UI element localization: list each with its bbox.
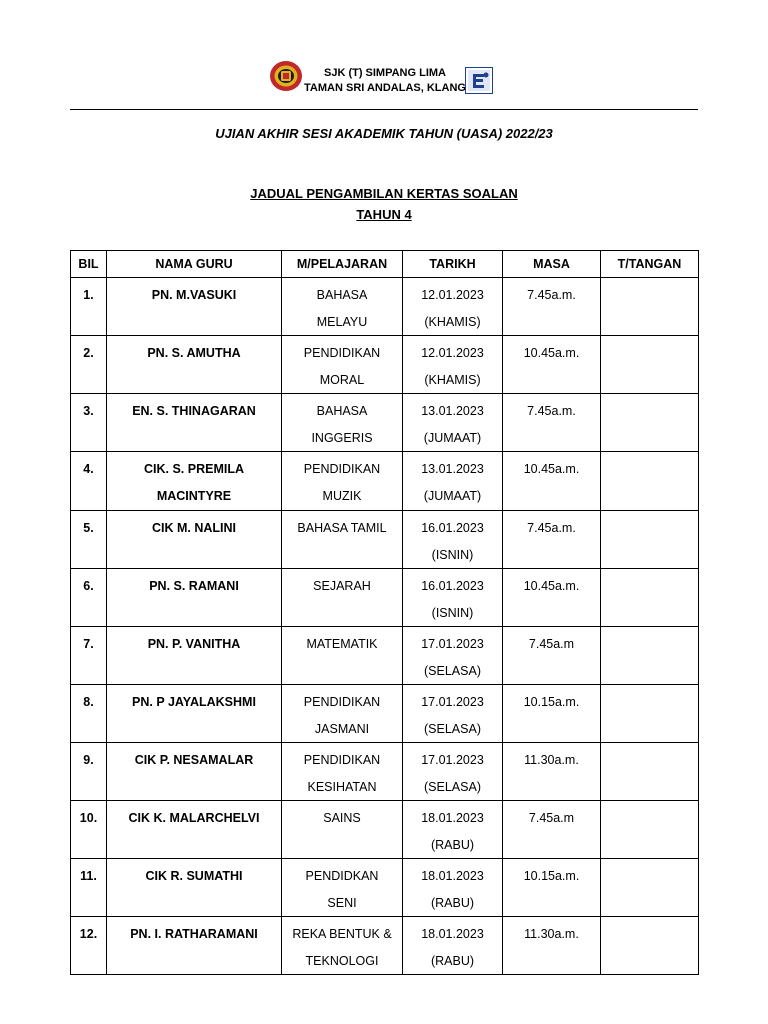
- cell-bil: [71, 569, 107, 627]
- cell-nama-guru-line: CIK K. MALARCHELVI: [128, 811, 260, 825]
- cell-masa-text: 10.45a.m.: [523, 346, 580, 360]
- cell-nama-guru-line: CIK. S. PREMILA: [143, 462, 244, 476]
- cell-bil-text: 10.: [79, 811, 98, 825]
- cell-nama-guru-line: PN. M.VASUKI: [151, 288, 237, 302]
- cell-nama-guru-line: PN. S. RAMANI: [149, 579, 239, 593]
- cell-tandatangan: [601, 336, 699, 394]
- exam-title: UJIAN AKHIR SESI AKADEMIK TAHUN (UASA) 2022/23: [215, 126, 553, 141]
- cell-subjek-line: JASMANI: [314, 721, 370, 736]
- cell-tarikh: [403, 511, 503, 569]
- cell-subjek: [282, 685, 403, 743]
- cell-subjek-line: SENI: [327, 895, 357, 910]
- cell-subjek: [282, 511, 403, 569]
- cell-tarikh-line: 13.01.2023: [421, 462, 484, 476]
- table-row: [71, 743, 699, 801]
- cell-subjek: [282, 801, 403, 859]
- cell-masa-text: 11.30a.m.: [524, 753, 579, 767]
- cell-tarikh: [403, 685, 503, 743]
- cell-subjek-line: SEJARAH: [313, 579, 371, 593]
- cell-bil-text: 1.: [83, 288, 94, 302]
- cell-masa: [503, 452, 601, 511]
- cell-nama-guru: [107, 569, 282, 627]
- cell-tarikh: [403, 278, 503, 336]
- cell-bil-text: 9.: [83, 753, 94, 767]
- col-header-bil: BIL: [71, 251, 107, 278]
- cell-tarikh: [403, 801, 503, 859]
- cell-bil: [71, 859, 107, 917]
- cell-bil-text: 3.: [83, 404, 94, 418]
- cell-subjek-line: PENDIDIKAN: [303, 753, 381, 767]
- cell-bil: [71, 685, 107, 743]
- cell-tandatangan: [601, 452, 699, 511]
- cell-masa: [503, 569, 601, 627]
- cell-tarikh-line: (JUMAAT): [423, 488, 482, 503]
- cell-nama-guru-line: PN. S. AMUTHA: [147, 346, 241, 360]
- cell-nama-guru-line: CIK M. NALINI: [151, 521, 237, 535]
- cell-bil-text: 4.: [83, 462, 94, 476]
- table-row: [71, 452, 699, 511]
- table-row: [71, 278, 699, 336]
- cell-subjek-line: INGGERIS: [311, 430, 373, 445]
- cell-tarikh: [403, 394, 503, 452]
- cell-tarikh-line: (SELASA): [424, 779, 481, 794]
- cell-tarikh-line: 12.01.2023: [421, 288, 484, 302]
- cell-subjek-line: BAHASA TAMIL: [297, 521, 387, 535]
- cell-tandatangan: [601, 801, 699, 859]
- cell-masa-text: 7.45a.m.: [527, 521, 576, 535]
- letterhead: [0, 60, 768, 100]
- cell-masa: [503, 511, 601, 569]
- cell-bil-text: 8.: [83, 695, 94, 709]
- cell-tarikh: [403, 859, 503, 917]
- cell-tandatangan: [601, 569, 699, 627]
- school-identity: [300, 66, 470, 96]
- cell-subjek-line: REKA BENTUK &: [292, 927, 392, 941]
- cell-tandatangan: [601, 511, 699, 569]
- cell-bil-text: 6.: [83, 579, 94, 593]
- cell-tarikh-line: 17.01.2023: [421, 637, 484, 651]
- cell-tarikh: [403, 452, 503, 511]
- cell-tarikh-line: (RABU): [430, 953, 475, 968]
- cell-nama-guru: [107, 452, 282, 511]
- school-address: TAMAN SRI ANDALAS, KLANG: [304, 82, 466, 94]
- cell-subjek-line: BAHASA: [316, 288, 368, 302]
- cell-subjek-line: MORAL: [319, 372, 365, 387]
- cell-nama-guru-line: PN. P JAYALAKSHMI: [132, 695, 256, 709]
- cell-masa: [503, 278, 601, 336]
- cell-tarikh-line: (SELASA): [424, 721, 481, 736]
- table-header-row: [71, 251, 699, 278]
- school-name: SJK (T) SIMPANG LIMA: [323, 67, 446, 79]
- cell-subjek-line: TEKNOLOGI: [305, 953, 379, 968]
- school-crest-icon: [269, 60, 303, 92]
- ministry-logo-icon: [465, 67, 493, 94]
- cell-bil: [71, 917, 107, 975]
- cell-subjek: [282, 278, 403, 336]
- cell-tarikh-line: 18.01.2023: [421, 811, 484, 825]
- cell-tandatangan: [601, 627, 699, 685]
- cell-tarikh-line: 18.01.2023: [421, 927, 484, 941]
- table-row: [71, 627, 699, 685]
- table-row: [71, 511, 699, 569]
- cell-tandatangan: [601, 917, 699, 975]
- cell-bil: [71, 511, 107, 569]
- cell-bil-text: 12.: [79, 927, 98, 941]
- cell-tarikh: [403, 627, 503, 685]
- cell-masa: [503, 801, 601, 859]
- cell-subjek: [282, 452, 403, 511]
- cell-tandatangan: [601, 685, 699, 743]
- cell-nama-guru-line: EN. S. THINAGARAN: [132, 404, 256, 418]
- cell-subjek-line: KESIHATAN: [307, 779, 377, 794]
- cell-tandatangan: [601, 743, 699, 801]
- cell-subjek: [282, 336, 403, 394]
- table-row: [71, 917, 699, 975]
- cell-bil: [71, 394, 107, 452]
- cell-bil: [71, 743, 107, 801]
- cell-nama-guru: [107, 336, 282, 394]
- cell-tarikh: [403, 743, 503, 801]
- schedule-title: JADUAL PENGAMBILAN KERTAS SOALAN: [250, 186, 518, 201]
- cell-tarikh: [403, 569, 503, 627]
- cell-nama-guru: [107, 801, 282, 859]
- cell-masa: [503, 336, 601, 394]
- cell-masa-text: 10.15a.m.: [523, 869, 580, 883]
- table-row: [71, 685, 699, 743]
- schedule-heading: [0, 183, 768, 225]
- cell-nama-guru: [107, 627, 282, 685]
- col-header-masa: MASA: [503, 251, 601, 278]
- cell-bil-text: 2.: [83, 346, 94, 360]
- table-row: [71, 859, 699, 917]
- cell-tandatangan: [601, 859, 699, 917]
- table-row: [71, 336, 699, 394]
- cell-bil: [71, 801, 107, 859]
- cell-masa: [503, 685, 601, 743]
- cell-subjek: [282, 859, 403, 917]
- cell-tarikh-line: 18.01.2023: [421, 869, 484, 883]
- col-header-tandatangan: T/TANGAN: [601, 251, 699, 278]
- cell-subjek: [282, 569, 403, 627]
- cell-subjek-line: PENDIDIKAN: [303, 695, 381, 709]
- col-header-nama-guru: NAMA GURU: [107, 251, 282, 278]
- cell-subjek: [282, 394, 403, 452]
- cell-nama-guru-line: CIK R. SUMATHI: [145, 869, 243, 883]
- cell-tarikh-line: (RABU): [430, 895, 475, 910]
- cell-bil: [71, 336, 107, 394]
- cell-tarikh-line: 16.01.2023: [421, 521, 484, 535]
- cell-nama-guru-line: PN. I. RATHARAMANI: [130, 927, 258, 941]
- cell-masa: [503, 917, 601, 975]
- cell-tarikh-line: (KHAMIS): [424, 372, 481, 387]
- cell-subjek-line: PENDIDIKAN: [303, 462, 381, 476]
- cell-tarikh: [403, 336, 503, 394]
- cell-tarikh-line: (ISNIN): [431, 547, 474, 562]
- cell-tarikh-line: 17.01.2023: [421, 695, 484, 709]
- cell-nama-guru-line: MACINTYRE: [156, 489, 232, 503]
- cell-masa-text: 7.45a.m.: [527, 288, 576, 302]
- cell-bil: [71, 278, 107, 336]
- cell-tarikh-line: 16.01.2023: [421, 579, 484, 593]
- cell-nama-guru: [107, 917, 282, 975]
- cell-subjek-line: MELAYU: [316, 314, 368, 329]
- cell-bil: [71, 627, 107, 685]
- cell-masa: [503, 859, 601, 917]
- cell-bil-text: 7.: [83, 637, 94, 651]
- cell-nama-guru: [107, 743, 282, 801]
- cell-nama-guru: [107, 511, 282, 569]
- table-row: [71, 801, 699, 859]
- table-row: [71, 394, 699, 452]
- cell-subjek-line: SAINS: [323, 811, 361, 825]
- cell-bil-text: 11.: [80, 869, 97, 883]
- cell-nama-guru: [107, 278, 282, 336]
- cell-masa-text: 11.30a.m.: [524, 927, 579, 941]
- cell-tarikh-line: 12.01.2023: [421, 346, 484, 360]
- cell-tarikh-line: 17.01.2023: [421, 753, 484, 767]
- schedule-table: [70, 250, 699, 975]
- cell-masa-text: 10.45a.m.: [523, 462, 580, 476]
- cell-nama-guru: [107, 394, 282, 452]
- cell-subjek: [282, 917, 403, 975]
- cell-tarikh-line: (RABU): [430, 837, 475, 852]
- cell-masa-text: 10.15a.m.: [523, 695, 580, 709]
- cell-nama-guru-line: PN. P. VANITHA: [147, 637, 241, 651]
- cell-subjek-line: MUZIK: [322, 488, 362, 503]
- cell-subjek-line: BAHASA: [316, 404, 368, 418]
- cell-masa-text: 7.45a.m: [528, 811, 575, 825]
- cell-tandatangan: [601, 394, 699, 452]
- cell-subjek: [282, 627, 403, 685]
- cell-masa-text: 10.45a.m.: [523, 579, 580, 593]
- cell-nama-guru: [107, 685, 282, 743]
- cell-tarikh-line: 13.01.2023: [421, 404, 484, 418]
- cell-masa: [503, 743, 601, 801]
- col-header-subjek: M/PELAJARAN: [282, 251, 403, 278]
- cell-nama-guru: [107, 859, 282, 917]
- cell-subjek-line: PENDIDKAN: [305, 869, 379, 883]
- cell-tarikh-line: (JUMAAT): [423, 430, 482, 445]
- cell-subjek-line: MATEMATIK: [306, 637, 378, 651]
- cell-masa-text: 7.45a.m: [528, 637, 575, 651]
- cell-masa-text: 7.45a.m.: [527, 404, 576, 418]
- col-header-tarikh: TARIKH: [403, 251, 503, 278]
- cell-bil-text: 5.: [83, 521, 94, 535]
- table-row: [71, 569, 699, 627]
- cell-tarikh-line: (SELASA): [424, 663, 481, 678]
- schedule-subtitle: TAHUN 4: [356, 207, 412, 222]
- cell-masa: [503, 627, 601, 685]
- cell-tarikh-line: (KHAMIS): [424, 314, 481, 329]
- cell-bil: [71, 452, 107, 511]
- cell-masa: [503, 394, 601, 452]
- cell-subjek-line: PENDIDIKAN: [303, 346, 381, 360]
- header-divider: [70, 109, 698, 110]
- cell-tandatangan: [601, 278, 699, 336]
- cell-tarikh: [403, 917, 503, 975]
- cell-subjek: [282, 743, 403, 801]
- cell-nama-guru-line: CIK P. NESAMALAR: [134, 753, 254, 767]
- cell-tarikh-line: (ISNIN): [431, 605, 474, 620]
